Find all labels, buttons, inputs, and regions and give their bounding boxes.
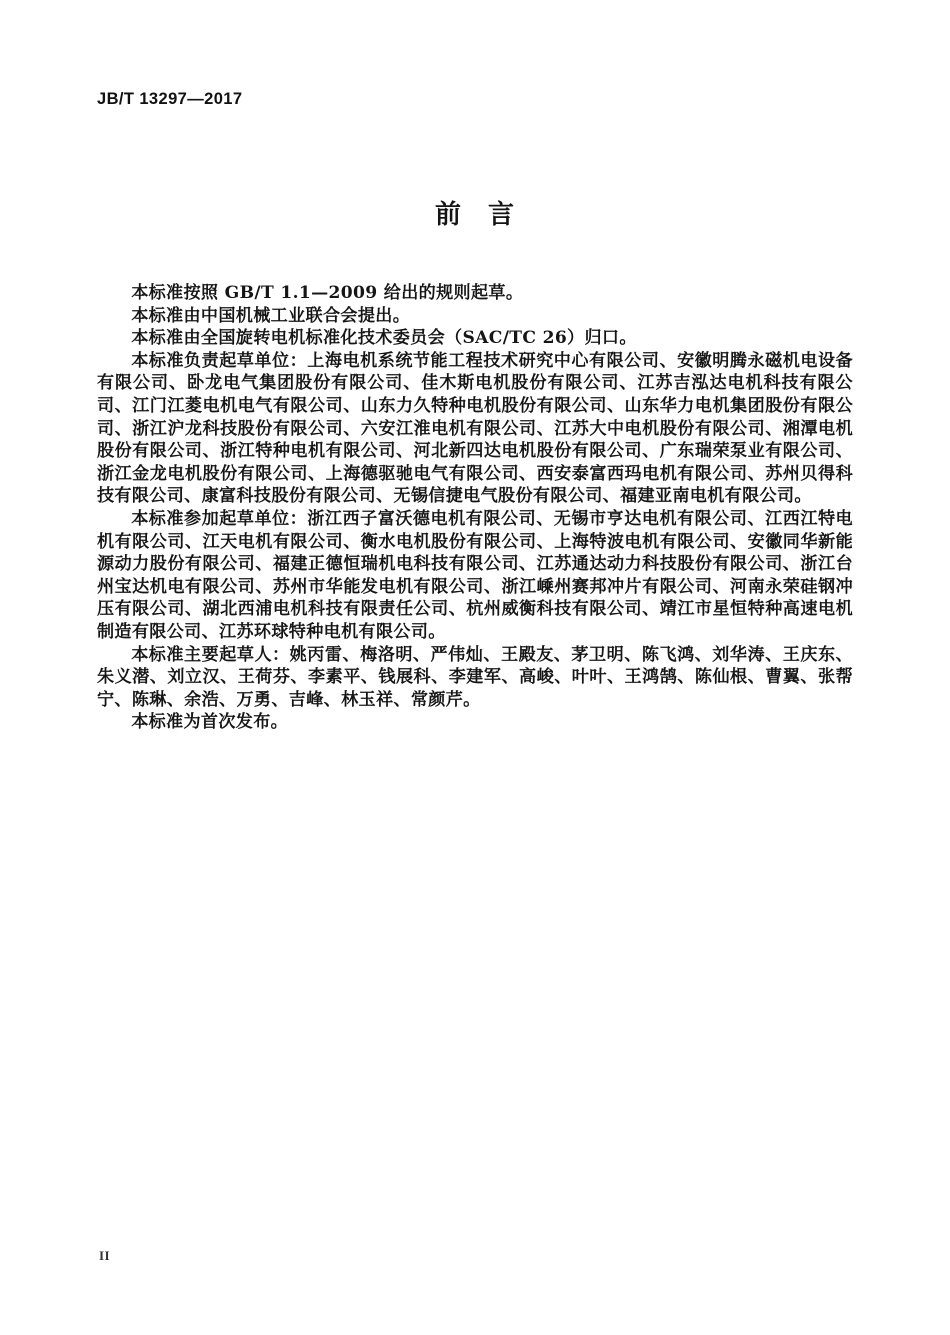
paragraph-first-issue: 本标准为首次发布。 (131, 712, 289, 733)
paragraph-main-drafters: 本标准主要起草人：姚丙雷、梅洛明、严伟灿、王殿友、茅卫明、陈飞鸿、刘华涛、王庆东、朱义潜、刘立汉、王荷芬、李素平、钱展科、李建军、高峻、叶叶、王鸿鹄、陈仙根、曹翼、张帮宁、陈琳、余浩、万勇、吉峰、林玉祥、常颜芹。 (97, 644, 853, 710)
page-title-char-2: 言 (488, 200, 516, 230)
foreword-body (97, 282, 853, 734)
paragraph-responsible-units: 本标准负责起草单位：上海电机系统节能工程技术研究中心有限公司、安徽明腾永磁机电设备有限公司、卧龙电气集团股份有限公司、佳木斯电机股份有限公司、江苏吉泓达电机科技有限公司、江门江菱电机电气有限公司、山东力久特种电机股份有限公司、山东华力电机集团股份有限公司、浙江沪龙科技股份有限公司、六安江淮电机有限公司、江苏大中电机股份有限公司、湘潭电机股份有限公司、浙江特种电机有限公司、河北新四达电机股份有限公司、广东瑞荣泵业有限公司、浙江金龙电机股份有限公司、上海德驱驰电气有限公司、西安泰富西玛电机有限公司、苏州贝得科技有限公司、康富科技股份有限公司、无锡信捷电气股份有限公司、福建亚南电机有限公司。 (97, 350, 853, 507)
page-title-char-1: 前 (434, 200, 462, 230)
running-header-standard-number: JB/T 13297—2017 (97, 90, 243, 108)
page-number: II (99, 1248, 111, 1263)
paragraph-proposer: 本标准由中国机械工业联合会提出。 (131, 305, 411, 326)
paragraph-participating-units: 本标准参加起草单位：浙江西子富沃德电机有限公司、无锡市亨达电机有限公司、江西江特电机有限公司、江天电机有限公司、衡水电机股份有限公司、上海特波电机有限公司、安徽同华新能源动力股份有限公司、福建正德恒瑞机电科技有限公司、江苏通达动力科技股份有限公司、浙江台州宝达机电有限公司、苏州市华能发电机有限公司、浙江嵊州赛邦冲片有限公司、河南永荣硅钢冲压有限公司、湖北西浦电机科技有限责任公司、杭州威衡科技有限公司、靖江市星恒特种高速电机制造有限公司、江苏环球特种电机有限公司。 (97, 508, 853, 642)
paragraph-drafting-rules: 本标准按照 GB/T 1.1—2009 给出的规则起草。 (131, 283, 524, 303)
paragraph-jurisdiction: 本标准由全国旋转电机标准化技术委员会（SAC/TC 26）归口。 (131, 328, 637, 349)
page-title (0, 194, 950, 231)
